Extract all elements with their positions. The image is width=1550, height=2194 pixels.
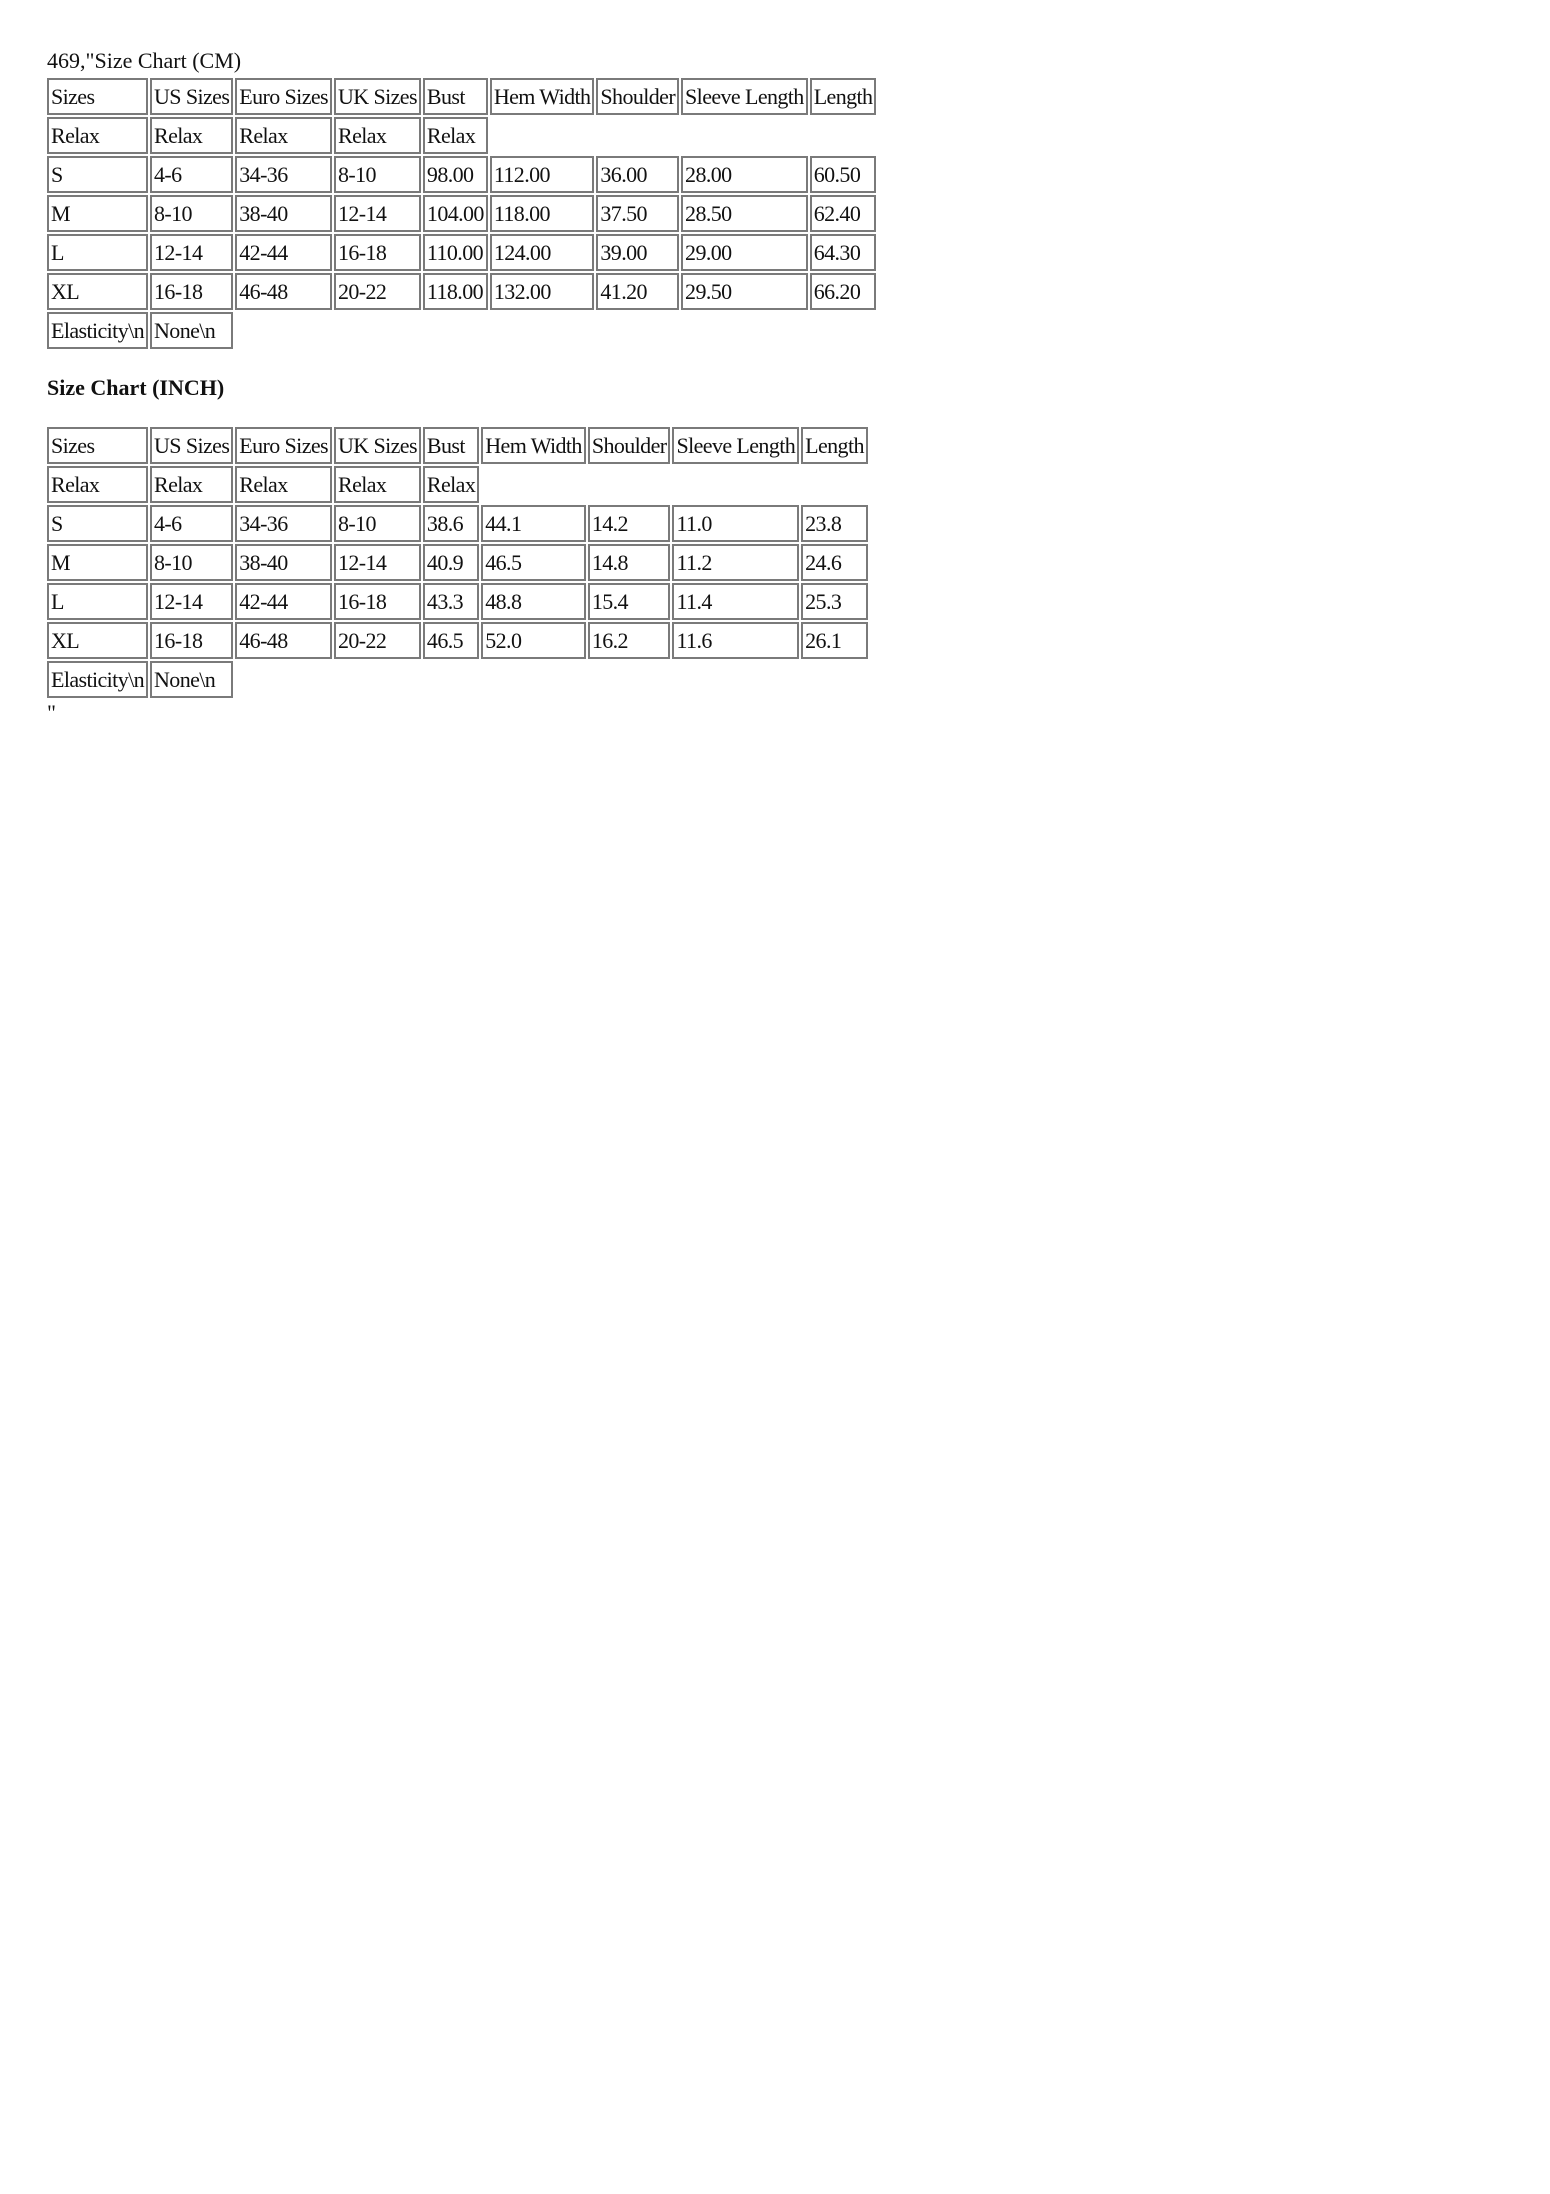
- fit-row: [47, 466, 868, 503]
- table-cell: Sizes: [47, 78, 148, 115]
- table-cell: 39.00: [596, 234, 679, 271]
- table-cell: 4-6: [150, 156, 233, 193]
- table-cell: 118.00: [490, 195, 595, 232]
- table-row: [47, 195, 876, 232]
- table-cell: Sleeve Length: [672, 427, 799, 464]
- document-page: [47, 48, 878, 724]
- table-row: [47, 505, 868, 542]
- table-cell: 16.2: [588, 622, 671, 659]
- table-cell: Length: [810, 78, 877, 115]
- table-row: [47, 234, 876, 271]
- table-cell: 60.50: [810, 156, 877, 193]
- fit-row: [47, 117, 876, 154]
- table-cell: Elasticity\n: [47, 312, 148, 349]
- table-cell: 118.00: [423, 273, 488, 310]
- cm-size-table: [45, 76, 878, 351]
- table-cell: 11.4: [672, 583, 799, 620]
- table-cell: 110.00: [423, 234, 488, 271]
- table-cell: 42-44: [235, 583, 332, 620]
- table-cell: 43.3: [423, 583, 479, 620]
- header-row: [47, 427, 868, 464]
- table-cell: 26.1: [801, 622, 868, 659]
- table-cell: S: [47, 505, 148, 542]
- table-cell: 16-18: [150, 622, 233, 659]
- elasticity-row: [47, 312, 876, 349]
- table-cell: 36.00: [596, 156, 679, 193]
- table-row: [47, 583, 868, 620]
- table-cell: Bust: [423, 427, 479, 464]
- table-cell: 20-22: [334, 622, 421, 659]
- table-cell: Elasticity\n: [47, 661, 148, 698]
- table-cell: Relax: [235, 466, 332, 503]
- table-cell: 46.5: [423, 622, 479, 659]
- table-cell: 98.00: [423, 156, 488, 193]
- empty-cell: [235, 312, 876, 349]
- table-cell: 11.2: [672, 544, 799, 581]
- table-cell: Sizes: [47, 427, 148, 464]
- table-cell: 11.0: [672, 505, 799, 542]
- table-cell: 38-40: [235, 195, 332, 232]
- table-cell: 64.30: [810, 234, 877, 271]
- table-cell: 62.40: [810, 195, 877, 232]
- table-cell: S: [47, 156, 148, 193]
- table-cell: Relax: [423, 117, 488, 154]
- table-row: [47, 273, 876, 310]
- table-cell: 12-14: [150, 583, 233, 620]
- empty-cell: [490, 117, 877, 154]
- table-cell: Hem Width: [481, 427, 586, 464]
- table-cell: L: [47, 583, 148, 620]
- table-cell: XL: [47, 622, 148, 659]
- table-cell: 52.0: [481, 622, 586, 659]
- table-row: [47, 622, 868, 659]
- table-cell: 16-18: [150, 273, 233, 310]
- table-cell: 132.00: [490, 273, 595, 310]
- elasticity-row: [47, 661, 868, 698]
- table-cell: 12-14: [334, 195, 421, 232]
- table-cell: UK Sizes: [334, 427, 421, 464]
- table-cell: Relax: [47, 466, 148, 503]
- table-cell: Relax: [47, 117, 148, 154]
- table-cell: Relax: [150, 466, 233, 503]
- table-cell: Sleeve Length: [681, 78, 808, 115]
- table-cell: Relax: [334, 117, 421, 154]
- table-cell: Euro Sizes: [235, 78, 332, 115]
- table-cell: Shoulder: [596, 78, 679, 115]
- table-cell: 34-36: [235, 505, 332, 542]
- table-cell: M: [47, 544, 148, 581]
- table-cell: None\n: [150, 312, 233, 349]
- table-cell: 28.00: [681, 156, 808, 193]
- empty-cell: [235, 661, 868, 698]
- table-cell: 15.4: [588, 583, 671, 620]
- table-cell: Relax: [334, 466, 421, 503]
- table-cell: XL: [47, 273, 148, 310]
- table-cell: 48.8: [481, 583, 586, 620]
- table-cell: M: [47, 195, 148, 232]
- table-cell: 41.20: [596, 273, 679, 310]
- table-cell: Shoulder: [588, 427, 671, 464]
- table-cell: 46-48: [235, 622, 332, 659]
- table-cell: 124.00: [490, 234, 595, 271]
- table-cell: 8-10: [150, 195, 233, 232]
- table-cell: Bust: [423, 78, 488, 115]
- inch-chart-title: Size Chart (INCH): [47, 375, 225, 400]
- header-row: [47, 78, 876, 115]
- table-cell: 28.50: [681, 195, 808, 232]
- table-cell: 16-18: [334, 234, 421, 271]
- cm-chart-heading: 469,"Size Chart (CM): [47, 48, 242, 73]
- table-cell: 29.50: [681, 273, 808, 310]
- table-cell: None\n: [150, 661, 233, 698]
- table-cell: 14.8: [588, 544, 671, 581]
- table-cell: Relax: [235, 117, 332, 154]
- table-cell: US Sizes: [150, 427, 233, 464]
- table-cell: 42-44: [235, 234, 332, 271]
- table-cell: 38.6: [423, 505, 479, 542]
- table-cell: Euro Sizes: [235, 427, 332, 464]
- table-cell: 4-6: [150, 505, 233, 542]
- table-cell: Length: [801, 427, 868, 464]
- table-cell: 20-22: [334, 273, 421, 310]
- table-cell: 12-14: [150, 234, 233, 271]
- table-cell: 8-10: [334, 505, 421, 542]
- table-cell: 8-10: [334, 156, 421, 193]
- table-cell: 104.00: [423, 195, 488, 232]
- table-cell: 23.8: [801, 505, 868, 542]
- table-row: [47, 544, 868, 581]
- closing-quote: ": [47, 700, 56, 725]
- table-cell: 38-40: [235, 544, 332, 581]
- table-cell: 44.1: [481, 505, 586, 542]
- table-cell: 46-48: [235, 273, 332, 310]
- table-cell: Relax: [150, 117, 233, 154]
- table-cell: Relax: [423, 466, 479, 503]
- table-cell: 11.6: [672, 622, 799, 659]
- table-cell: L: [47, 234, 148, 271]
- empty-cell: [481, 466, 868, 503]
- table-cell: 46.5: [481, 544, 586, 581]
- inch-size-table: [45, 425, 870, 700]
- table-cell: 16-18: [334, 583, 421, 620]
- table-cell: 37.50: [596, 195, 679, 232]
- table-cell: 25.3: [801, 583, 868, 620]
- table-cell: 66.20: [810, 273, 877, 310]
- table-cell: 14.2: [588, 505, 671, 542]
- table-row: [47, 156, 876, 193]
- table-cell: 112.00: [490, 156, 595, 193]
- table-cell: 40.9: [423, 544, 479, 581]
- table-cell: UK Sizes: [334, 78, 421, 115]
- table-cell: 24.6: [801, 544, 868, 581]
- table-cell: 8-10: [150, 544, 233, 581]
- table-cell: 34-36: [235, 156, 332, 193]
- table-cell: 29.00: [681, 234, 808, 271]
- table-cell: US Sizes: [150, 78, 233, 115]
- table-cell: 12-14: [334, 544, 421, 581]
- table-cell: Hem Width: [490, 78, 595, 115]
